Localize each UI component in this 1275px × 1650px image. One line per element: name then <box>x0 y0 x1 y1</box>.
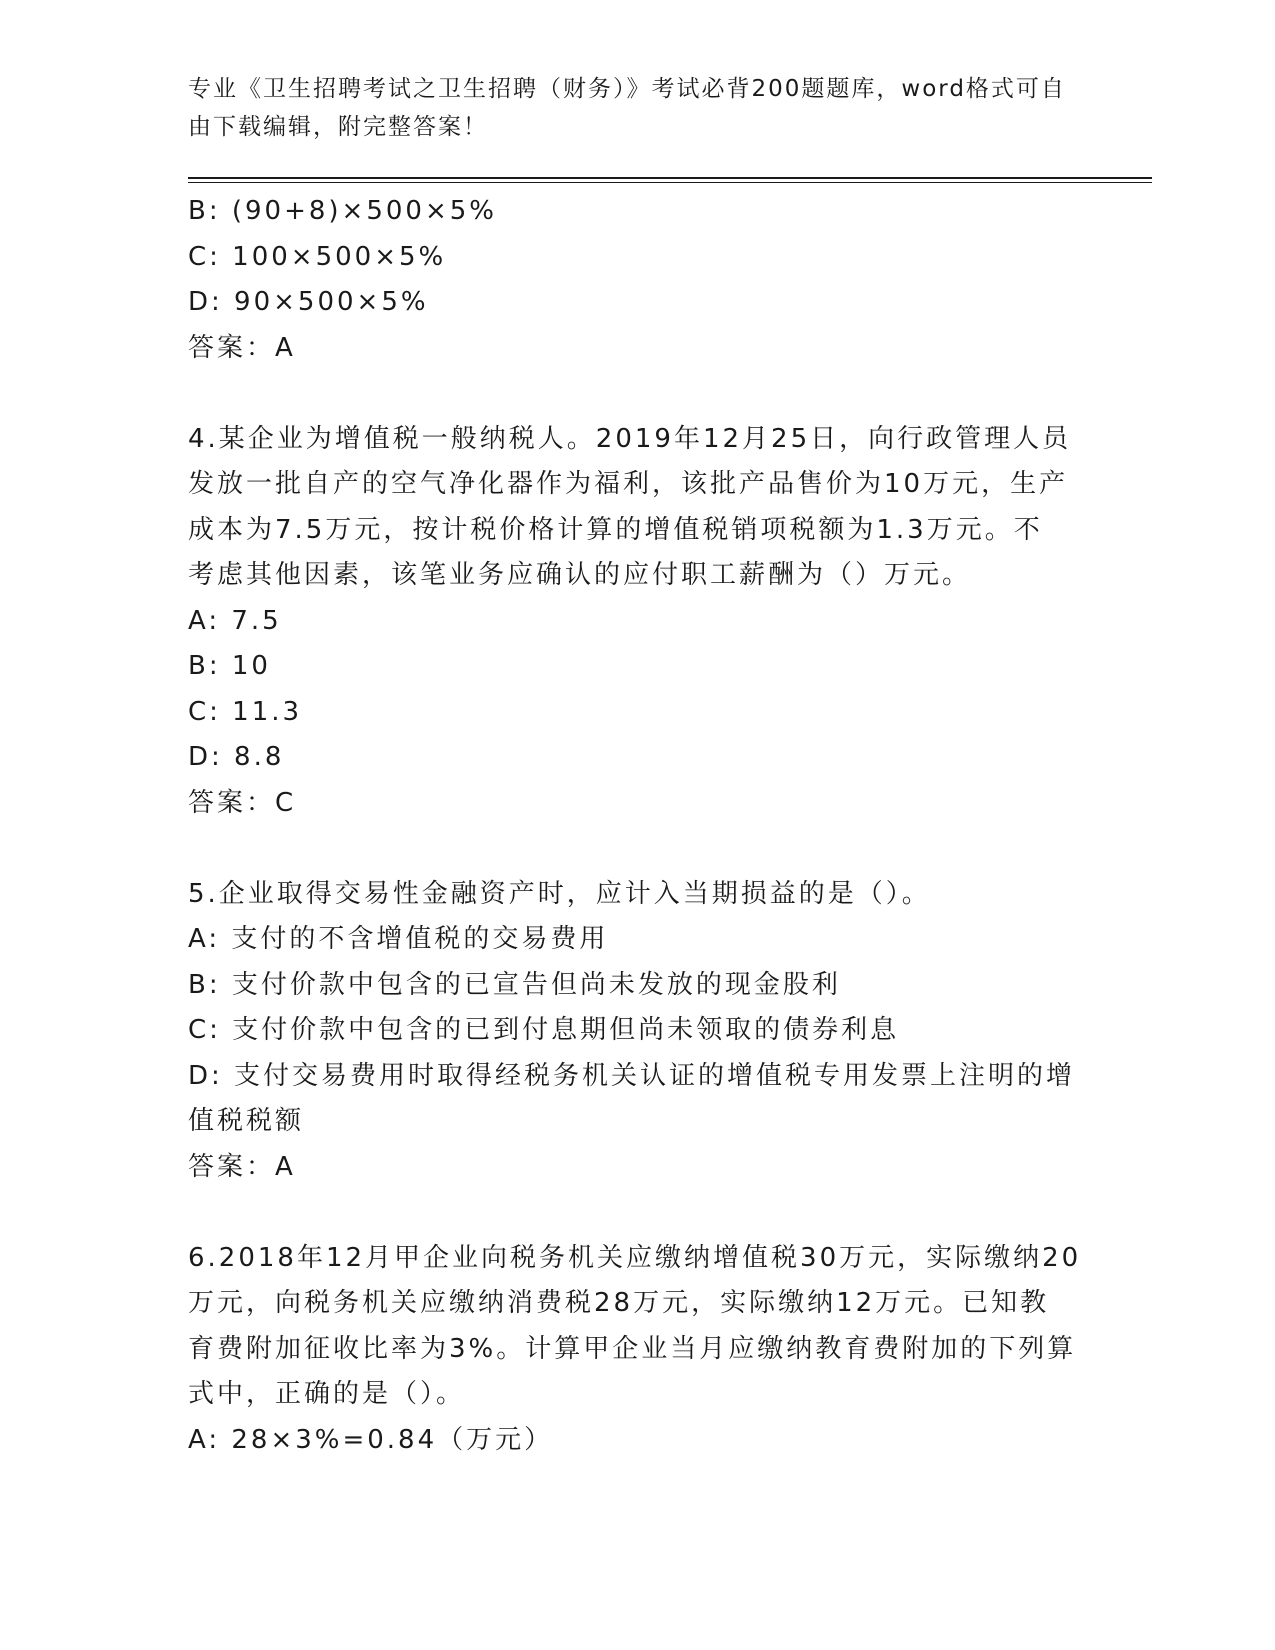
q4-stem-line-3: 成本为7.5万元，按计税价格计算的增值税销项税额为1.3万元。不 <box>188 514 1043 545</box>
q6-stem-line-4: 式中，正确的是（）。 <box>188 1379 466 1409</box>
q3-answer: 答案：A <box>188 332 296 363</box>
spacer <box>188 371 1088 417</box>
q5-option-d-line-2: 值税税额 <box>188 1106 305 1136</box>
q4-option-d: D: 8.8 <box>188 742 285 772</box>
q3-option-b: B: (90+8)×500×5% <box>188 196 498 226</box>
question-3 <box>188 189 1088 371</box>
q3-option-c: C: 100×500×5% <box>188 241 447 272</box>
document-header <box>188 70 1088 146</box>
q5-option-d-line-1: D: 支付交易费用时取得经税务机关认证的增值税专用发票上注明的增 <box>188 1060 1076 1091</box>
q4-answer: 答案：C <box>188 787 297 818</box>
question-6 <box>188 1236 1088 1464</box>
spacer <box>188 826 1088 872</box>
q6-option-a: A: 28×3%=0.84（万元） <box>188 1424 554 1455</box>
question-5 <box>188 872 1088 1191</box>
header-divider-thin <box>188 182 1152 183</box>
document-body <box>188 189 1088 1463</box>
question-4 <box>188 417 1088 827</box>
spacer <box>188 1190 1088 1236</box>
q4-stem-line-1: 4.某企业为增值税一般纳税人。2019年12月25日，向行政管理人员 <box>188 423 1072 454</box>
q5-option-c: C: 支付价款中包含的已到付息期但尚未领取的债券利息 <box>188 1015 900 1045</box>
q4-stem-line-4: 考虑其他因素，该笔业务应确认的应付职工薪酬为（）万元。 <box>188 560 972 590</box>
q4-option-a: A: 7.5 <box>188 605 282 636</box>
q5-option-a: A: 支付的不含增值税的交易费用 <box>188 924 609 954</box>
q6-stem-line-3: 育费附加征收比率为3%。计算甲企业当月应缴纳教育费附加的下列算 <box>188 1333 1077 1364</box>
q4-option-c: C: 11.3 <box>188 696 303 727</box>
header-line-2: 由下载编辑，附完整答案！ <box>188 114 488 140</box>
q4-option-b: B: 10 <box>188 651 271 681</box>
header-divider-thick <box>188 177 1152 179</box>
q6-stem-line-1: 6.2018年12月甲企业向税务机关应缴纳增值税30万元，实际缴纳20 <box>188 1242 1082 1273</box>
q5-option-b: B: 支付价款中包含的已宣告但尚未发放的现金股利 <box>188 969 841 1000</box>
q5-stem-line-1: 5.企业取得交易性金融资产时，应计入当期损益的是（）。 <box>188 878 931 909</box>
header-line-1: 专业《卫生招聘考试之卫生招聘（财务）》考试必背200题题库，word格式可自 <box>188 76 1066 102</box>
q5-answer: 答案：A <box>188 1151 296 1182</box>
q4-stem-line-2: 发放一批自产的空气净化器作为福利，该批产品售价为10万元，生产 <box>188 469 1069 499</box>
q6-stem-line-2: 万元，向税务机关应缴纳消费税28万元，实际缴纳12万元。已知教 <box>188 1288 1050 1318</box>
q3-option-d: D: 90×500×5% <box>188 287 429 317</box>
